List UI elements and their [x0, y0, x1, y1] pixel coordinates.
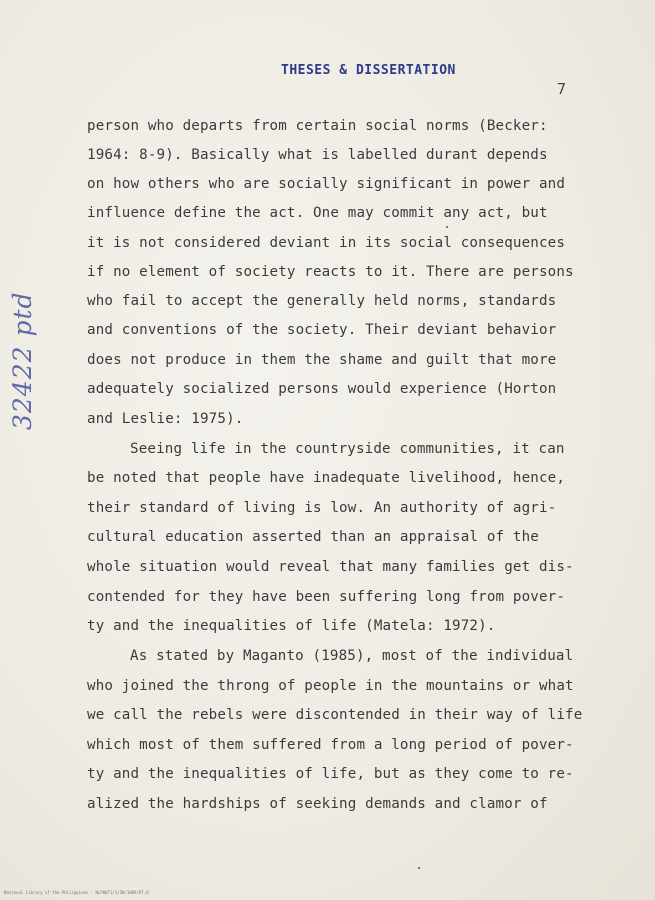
text-line: person who departs from certain social norms (Becker: — [87, 118, 548, 134]
text-line: ty and the inequalities of life (Matela: 1972). — [87, 618, 496, 634]
text-line: does not produce in them the shame and guilt that more — [87, 352, 557, 368]
text-line: and Leslie: 1975). — [87, 411, 244, 427]
text-line: which most of them suffered from a long period of pover- — [87, 737, 574, 753]
text-line: contended for they have been suffering long from pover- — [87, 589, 566, 605]
page-number: 7 — [557, 80, 567, 98]
text-line: Seeing life in the countryside communities, it can — [130, 441, 565, 457]
text-line: whole situation would reveal that many families get dis- — [87, 559, 574, 575]
scan-footer: National Library of the Philippines · NLP0071/1/ZN/1009/PT.H — [4, 890, 149, 895]
text-line: if no element of society reacts to it. There are persons — [87, 264, 574, 280]
text-line: influence define the act. One may commit any act, but — [87, 205, 548, 221]
theses-dissertation-stamp: THESES & DISSERTATION — [281, 63, 456, 78]
text-line: their standard of living is low. An authority of agri- — [87, 500, 557, 516]
text-line: and conventions of the society. Their deviant behavior — [87, 322, 557, 338]
text-line: adequately socialized persons would experience (Horton — [87, 381, 557, 397]
text-line: on how others who are socially significant in power and — [87, 176, 566, 192]
text-line: alized the hardships of seeking demands and clamor of — [87, 796, 548, 812]
text-line: who joined the throng of people in the mountains or what — [87, 678, 574, 694]
text-line: we call the rebels were discontended in their way of life — [87, 707, 583, 723]
text-line: ty and the inequalities of life, but as they come to re- — [87, 766, 574, 782]
text-line: As stated by Maganto (1985), most of the individual — [130, 648, 574, 664]
ink-speck — [446, 226, 448, 228]
ink-speck — [418, 867, 420, 869]
text-line: be noted that people have inadequate livelihood, hence, — [87, 470, 566, 486]
text-line: 1964: 8-9). Basically what is labelled durant depends — [87, 147, 548, 163]
handwritten-margin-note: 32422 ptd — [8, 291, 37, 430]
text-line: who fail to accept the generally held norms, standards — [87, 293, 557, 309]
text-line: it is not considered deviant in its social consequences — [87, 235, 566, 251]
text-line: cultural education asserted than an appraisal of the — [87, 529, 539, 545]
